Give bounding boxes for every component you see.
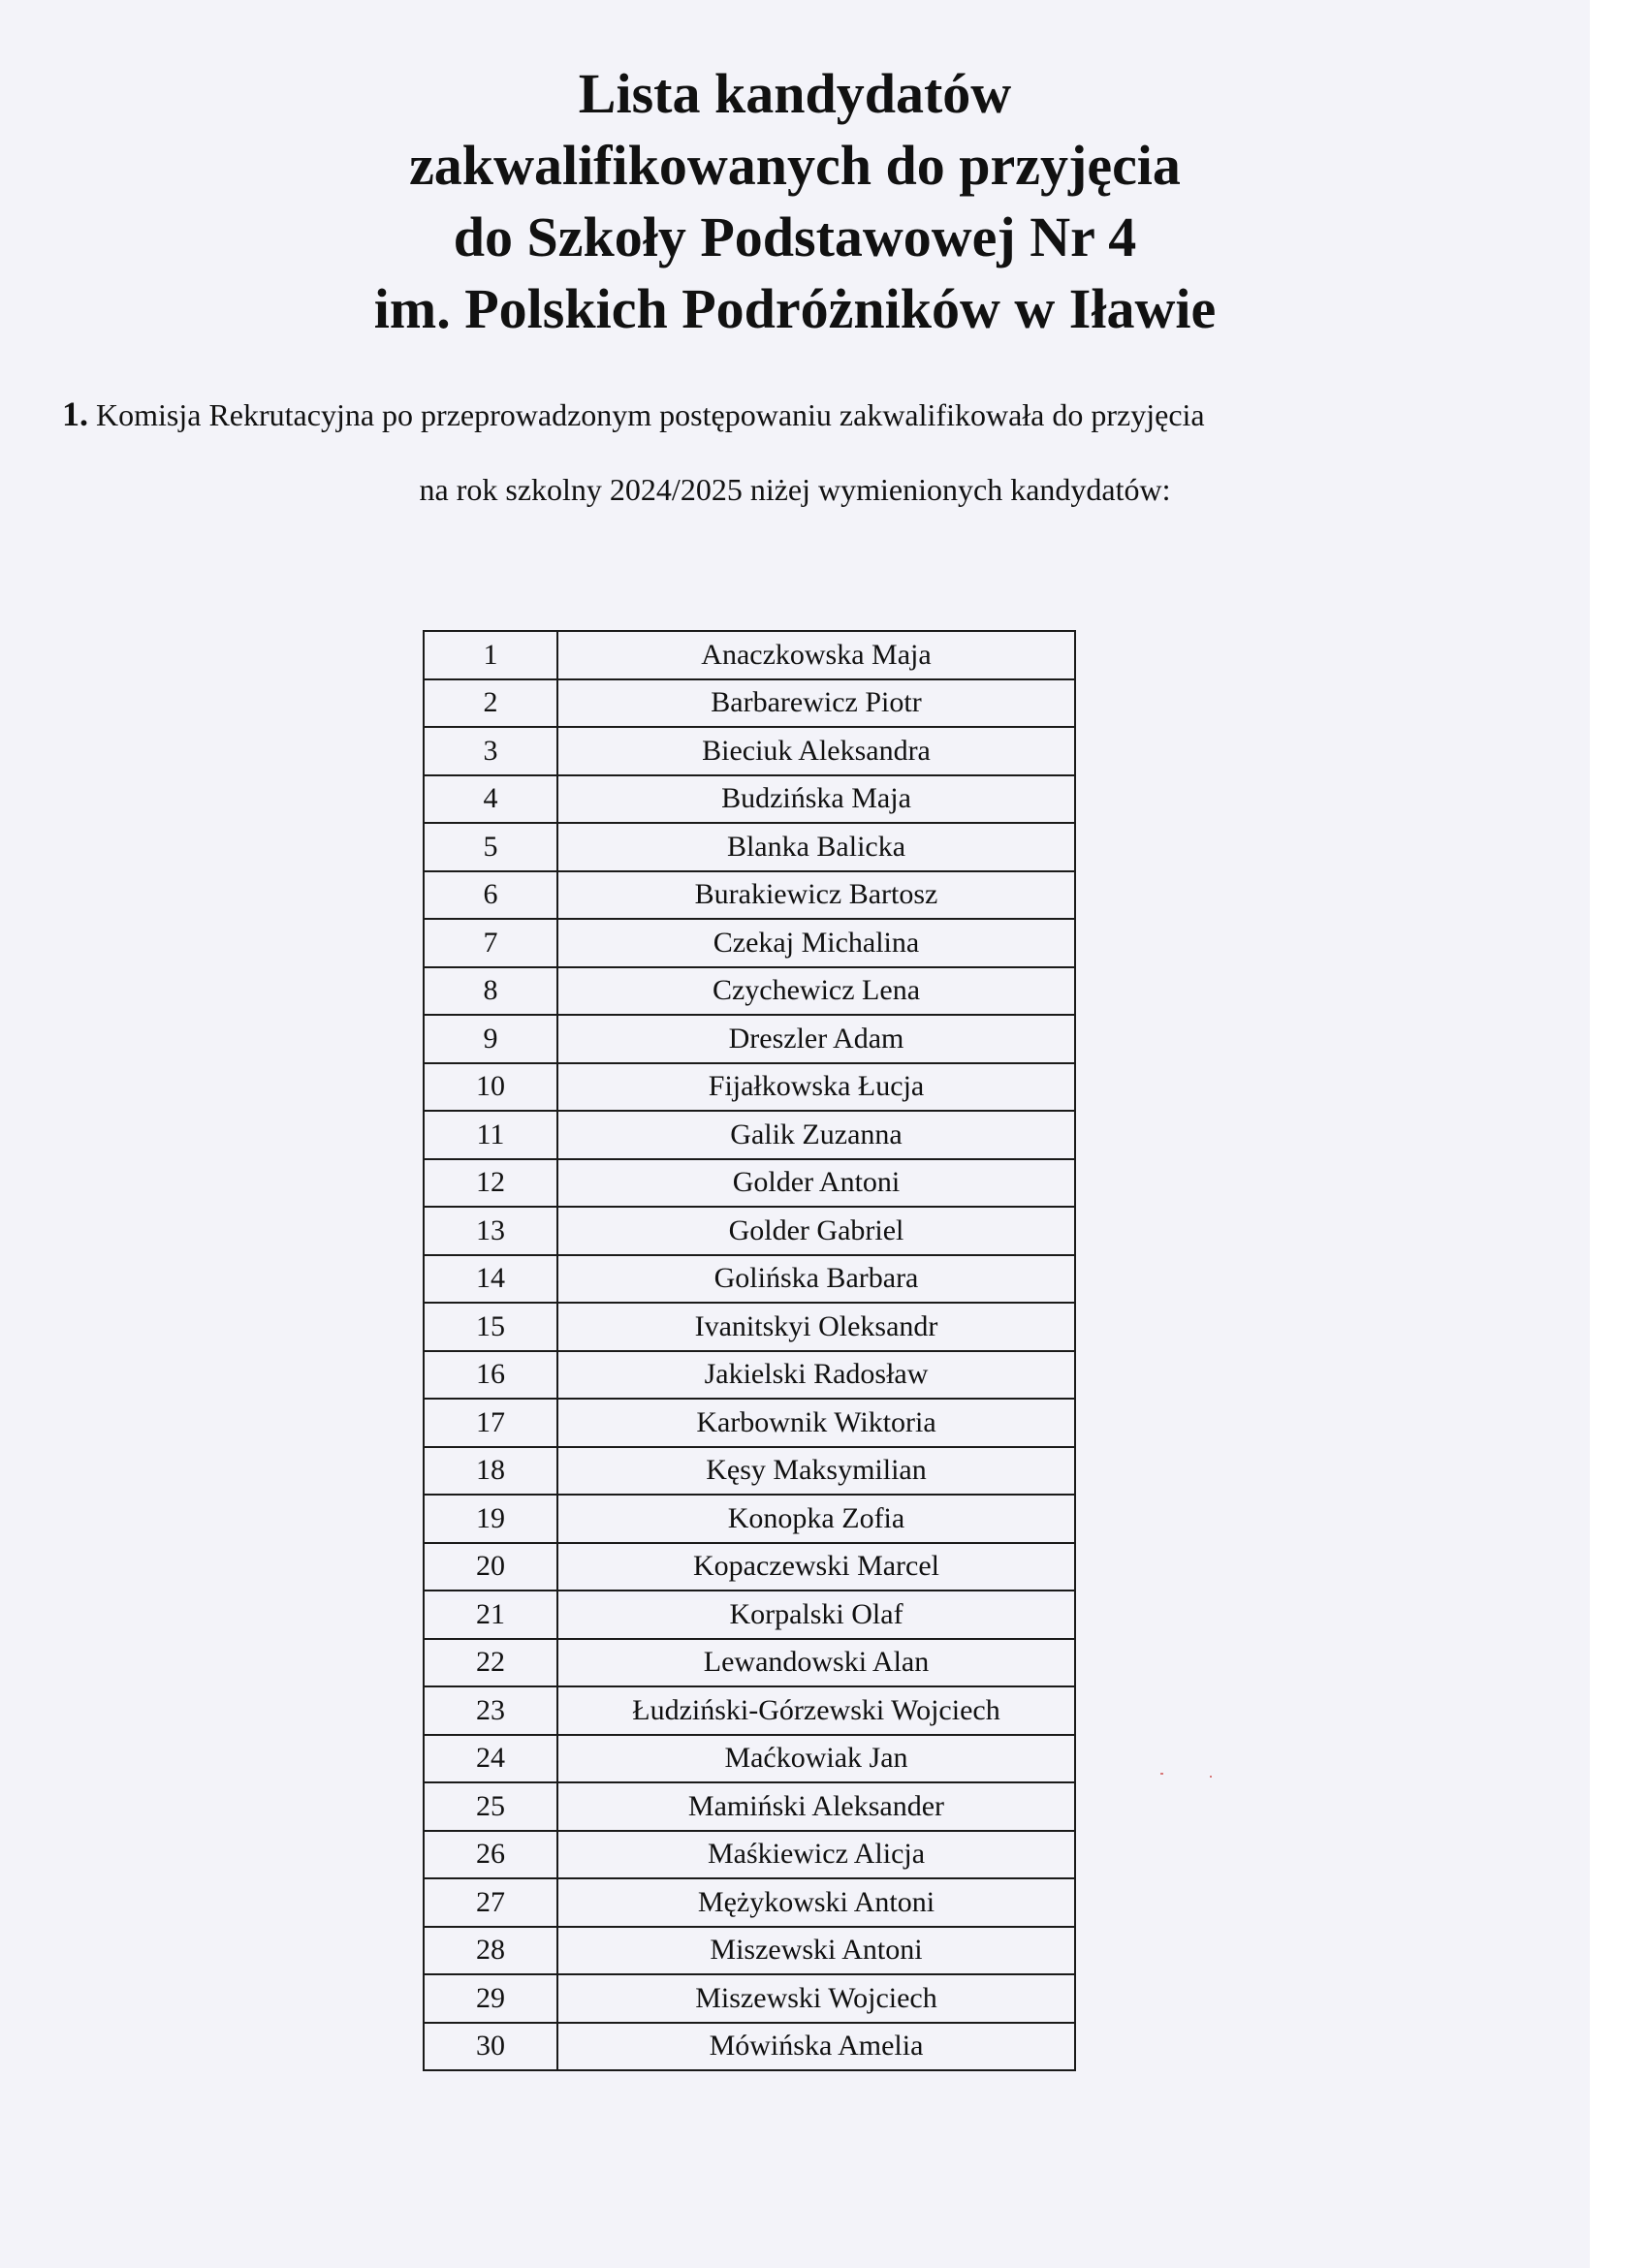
table-row: [424, 727, 1075, 775]
candidate-number: 9: [424, 1015, 557, 1063]
candidate-number: 23: [424, 1686, 557, 1735]
candidate-name: Kopaczewski Marcel: [557, 1543, 1075, 1591]
intro-paragraph: [62, 394, 1477, 433]
table-row: [424, 2023, 1075, 2071]
scan-speck: [1160, 1773, 1163, 1775]
candidate-number: 28: [424, 1927, 557, 1975]
candidate-number: 25: [424, 1782, 557, 1831]
intro-number: 1.: [62, 394, 88, 433]
candidate-name: Galik Zuzanna: [557, 1111, 1075, 1159]
candidate-number: 22: [424, 1639, 557, 1687]
table-row: [424, 823, 1075, 871]
candidate-name: Kęsy Maksymilian: [557, 1447, 1075, 1496]
table-row: [424, 679, 1075, 728]
table-row: [424, 1111, 1075, 1159]
candidate-number: 30: [424, 2023, 557, 2071]
table-row: [424, 1782, 1075, 1831]
table-row: [424, 1447, 1075, 1496]
candidate-name: Miszewski Wojciech: [557, 1974, 1075, 2023]
candidate-name: Bieciuk Aleksandra: [557, 727, 1075, 775]
candidate-name: Miszewski Antoni: [557, 1927, 1075, 1975]
table-row: [424, 775, 1075, 824]
table-row: [424, 1591, 1075, 1639]
candidate-name: Mężykowski Antoni: [557, 1878, 1075, 1927]
candidate-name: Jakielski Radosław: [557, 1351, 1075, 1400]
table-row: [424, 1495, 1075, 1543]
candidate-name: Dreszler Adam: [557, 1015, 1075, 1063]
table-row: [424, 1686, 1075, 1735]
table-row: [424, 1974, 1075, 2023]
table-row: [424, 1735, 1075, 1783]
candidate-number: 2: [424, 679, 557, 728]
candidate-name: Burakiewicz Bartosz: [557, 871, 1075, 920]
candidate-name: Golder Antoni: [557, 1159, 1075, 1208]
table-row: [424, 1159, 1075, 1208]
candidate-number: 6: [424, 871, 557, 920]
candidate-number: 26: [424, 1831, 557, 1879]
candidate-number: 29: [424, 1974, 557, 2023]
candidate-name: Konopka Zofia: [557, 1495, 1075, 1543]
candidate-name: Barbarewicz Piotr: [557, 679, 1075, 728]
table-row: [424, 1303, 1075, 1351]
candidate-number: 18: [424, 1447, 557, 1496]
table-row: [424, 1015, 1075, 1063]
table-row: [424, 1831, 1075, 1879]
candidate-number: 10: [424, 1063, 557, 1112]
candidate-number: 16: [424, 1351, 557, 1400]
table-row: [424, 631, 1075, 679]
title-line-3: do Szkoły Podstawowej Nr 4: [453, 205, 1137, 268]
candidate-number: 4: [424, 775, 557, 824]
candidate-number: 3: [424, 727, 557, 775]
candidate-number: 24: [424, 1735, 557, 1783]
candidate-name: Mówińska Amelia: [557, 2023, 1075, 2071]
candidate-number: 5: [424, 823, 557, 871]
candidate-number: 11: [424, 1111, 557, 1159]
table-row: [424, 1063, 1075, 1112]
table-row: [424, 1207, 1075, 1255]
candidate-number: 1: [424, 631, 557, 679]
candidate-number: 27: [424, 1878, 557, 1927]
candidate-name: Budzińska Maja: [557, 775, 1075, 824]
candidate-number: 17: [424, 1399, 557, 1447]
candidate-name: Anaczkowska Maja: [557, 631, 1075, 679]
candidate-name: Mamiński Aleksander: [557, 1782, 1075, 1831]
candidate-number: 19: [424, 1495, 557, 1543]
candidate-name: Maćkowiak Jan: [557, 1735, 1075, 1783]
candidate-number: 21: [424, 1591, 557, 1639]
candidates-table-body: [424, 631, 1075, 2070]
candidate-name: Blanka Balicka: [557, 823, 1075, 871]
table-row: [424, 1639, 1075, 1687]
title-line-1: Lista kandydatów: [578, 62, 1012, 125]
candidate-name: Lewandowski Alan: [557, 1639, 1075, 1687]
table-row: [424, 1399, 1075, 1447]
table-row: [424, 871, 1075, 920]
table-row: [424, 919, 1075, 967]
table-row: [424, 1543, 1075, 1591]
candidate-name: Golińska Barbara: [557, 1255, 1075, 1304]
candidate-name: Karbownik Wiktoria: [557, 1399, 1075, 1447]
document-title: [0, 58, 1590, 345]
intro-line-1: Komisja Rekrutacyjna po przeprowadzonym postępowaniu zakwalifikowała do przyjęcia: [96, 397, 1205, 432]
candidate-name: Łudziński-Górzewski Wojciech: [557, 1686, 1075, 1735]
title-line-4: im. Polskich Podróżników w Iławie: [373, 277, 1217, 340]
scan-speck: [1210, 1776, 1212, 1778]
candidates-table: [423, 630, 1076, 2071]
candidate-number: 15: [424, 1303, 557, 1351]
candidate-number: 14: [424, 1255, 557, 1304]
candidate-name: Golder Gabriel: [557, 1207, 1075, 1255]
intro-line-2: na rok szkolny 2024/2025 niżej wymienionych kandydatów:: [419, 472, 1171, 507]
table-row: [424, 967, 1075, 1016]
table-row: [424, 1351, 1075, 1400]
candidate-number: 7: [424, 919, 557, 967]
candidate-number: 20: [424, 1543, 557, 1591]
table-row: [424, 1878, 1075, 1927]
candidate-name: Czychewicz Lena: [557, 967, 1075, 1016]
candidate-name: Korpalski Olaf: [557, 1591, 1075, 1639]
table-row: [424, 1255, 1075, 1304]
candidate-number: 13: [424, 1207, 557, 1255]
candidate-name: Fijałkowska Łucja: [557, 1063, 1075, 1112]
candidate-number: 12: [424, 1159, 557, 1208]
scan-margin: [1590, 0, 1648, 2268]
table-row: [424, 1927, 1075, 1975]
candidate-name: Czekaj Michalina: [557, 919, 1075, 967]
title-line-2: zakwalifikowanych do przyjęcia: [409, 134, 1181, 197]
candidate-name: Ivanitskyi Oleksandr: [557, 1303, 1075, 1351]
candidate-number: 8: [424, 967, 557, 1016]
candidate-name: Maśkiewicz Alicja: [557, 1831, 1075, 1879]
